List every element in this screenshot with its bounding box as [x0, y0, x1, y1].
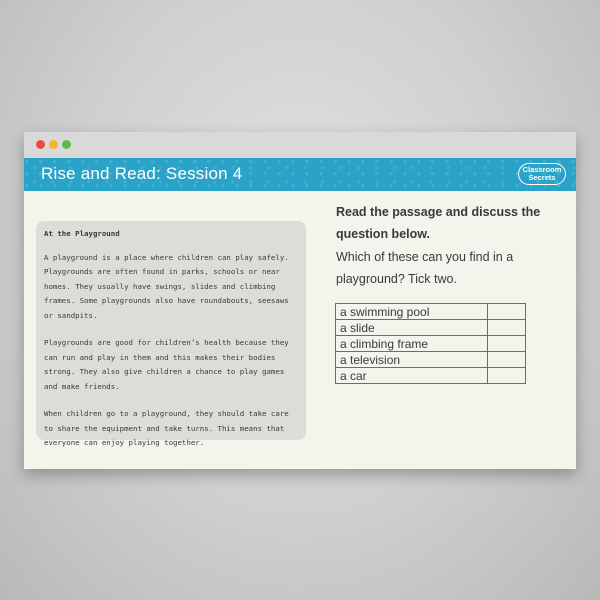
option-tick-box[interactable]: [488, 320, 526, 336]
passage-title: At the Playground: [44, 229, 120, 238]
option-row: [336, 336, 526, 352]
answer-options-table: [335, 303, 526, 384]
presentation-slide: [24, 132, 576, 469]
passage-paragraph: When children go to a playground, they should take care to share the equipment and take turns. This means that everyone can enjoy playing together.: [44, 409, 289, 447]
classroom-secrets-logo: Classroom Secrets: [518, 163, 566, 185]
question-text: Which of these can you find in a playground? Tick two.: [336, 250, 514, 286]
session-title: Rise and Read: Session 4: [41, 164, 243, 183]
close-window-button[interactable]: [36, 140, 45, 149]
passage-paragraph: Playgrounds are good for children’s health because they can run and play in them and this makes their bodies strong. They also give children a chance to play games and make friends.: [44, 338, 289, 391]
question-instruction: Read the passage and discuss the question below.: [336, 205, 541, 241]
option-row: [336, 352, 526, 368]
option-label: a swimming pool: [336, 304, 488, 320]
option-row: [336, 320, 526, 336]
option-label: a car: [336, 368, 488, 384]
session-banner: [24, 158, 576, 191]
passage-paragraph: A playground is a place where children can play safely. Playgrounds are often found in parks, schools or near homes. They usually have swings, slides and climbing frames. Some playgrounds also have roundabouts, seesaws or sandpits.: [44, 252, 289, 320]
option-row: [336, 304, 526, 320]
option-label: a slide: [336, 320, 488, 336]
option-tick-box[interactable]: [488, 304, 526, 320]
option-label: a climbing frame: [336, 336, 488, 352]
reading-passage: [36, 221, 306, 447]
maximize-window-button[interactable]: [62, 140, 71, 149]
option-tick-box[interactable]: [488, 368, 526, 384]
minimize-window-button[interactable]: [49, 140, 58, 149]
option-tick-box[interactable]: [488, 336, 526, 352]
option-label: a television: [336, 352, 488, 368]
window-titlebar: [24, 132, 576, 158]
option-row: [336, 368, 526, 384]
question-panel: [336, 201, 566, 290]
option-tick-box[interactable]: [488, 352, 526, 368]
